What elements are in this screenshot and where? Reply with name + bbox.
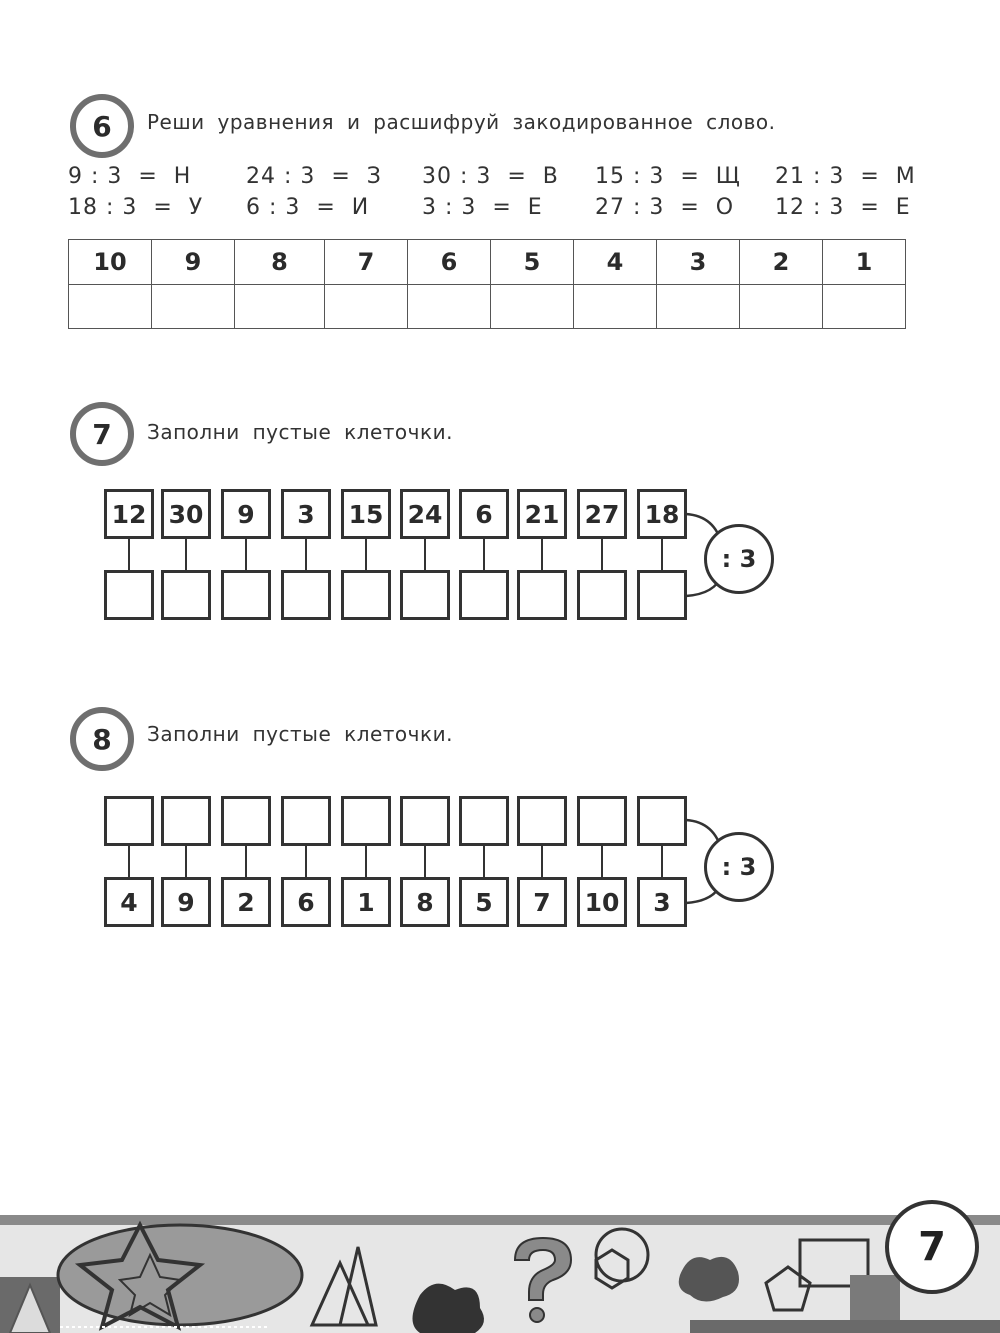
given-number-box: 7	[517, 877, 567, 927]
task-6-instruction: Реши уравнения и расшифруй закодированное слово.	[147, 110, 776, 134]
given-number-box: 15	[341, 489, 391, 539]
given-number-box: 6	[459, 489, 509, 539]
equation: 24 : 3 = З	[246, 164, 382, 189]
footer-decoration	[0, 1215, 1000, 1333]
table-header-cell: 5	[491, 240, 574, 285]
given-number-box: 10	[577, 877, 627, 927]
given-number-box: 24	[400, 489, 450, 539]
equation: 21 : 3 = М	[775, 164, 916, 189]
task-8-instruction: Заполни пустые клеточки.	[147, 722, 453, 746]
given-number-box: 2	[221, 877, 271, 927]
given-number-box: 6	[281, 877, 331, 927]
given-number-box: 27	[577, 489, 627, 539]
given-number-box: 8	[400, 877, 450, 927]
given-number-box: 18	[637, 489, 687, 539]
equation: 9 : 3 = Н	[68, 164, 192, 189]
equation: 12 : 3 = Е	[775, 195, 911, 220]
equation: 30 : 3 = В	[422, 164, 559, 189]
equation: 15 : 3 = Щ	[595, 164, 741, 189]
given-number-box: 1	[341, 877, 391, 927]
given-number-box: 5	[459, 877, 509, 927]
table-header-cell: 9	[152, 240, 235, 285]
table-header-cell: 7	[325, 240, 408, 285]
table-header-cell: 3	[657, 240, 740, 285]
table-header-cell: 1	[823, 240, 906, 285]
table-header-cell: 8	[235, 240, 325, 285]
given-number-box: 4	[104, 877, 154, 927]
equation: 3 : 3 = Е	[422, 195, 543, 220]
table-header-cell: 10	[69, 240, 152, 285]
task-7-number-badge: 7	[70, 402, 134, 466]
task-8-number-badge: 8	[70, 707, 134, 771]
given-number-box: 30	[161, 489, 211, 539]
given-number-box: 9	[221, 489, 271, 539]
table-header-cell: 6	[408, 240, 491, 285]
given-number-box: 3	[281, 489, 331, 539]
table-header-cell: 2	[740, 240, 823, 285]
task-6-number-badge: 6	[70, 94, 134, 158]
given-number-box: 9	[161, 877, 211, 927]
equation: 6 : 3 = И	[246, 195, 370, 220]
given-number-box: 21	[517, 489, 567, 539]
given-number-box: 12	[104, 489, 154, 539]
task-8-operator-circle: : 3	[704, 832, 774, 902]
table-header-cell: 4	[574, 240, 657, 285]
equation: 27 : 3 = О	[595, 195, 735, 220]
task-7-instruction: Заполни пустые клеточки.	[147, 420, 453, 444]
equation: 18 : 3 = У	[68, 195, 204, 220]
page-number: 7	[885, 1200, 979, 1294]
task-7-operator-circle: : 3	[704, 524, 774, 594]
given-number-box: 3	[637, 877, 687, 927]
